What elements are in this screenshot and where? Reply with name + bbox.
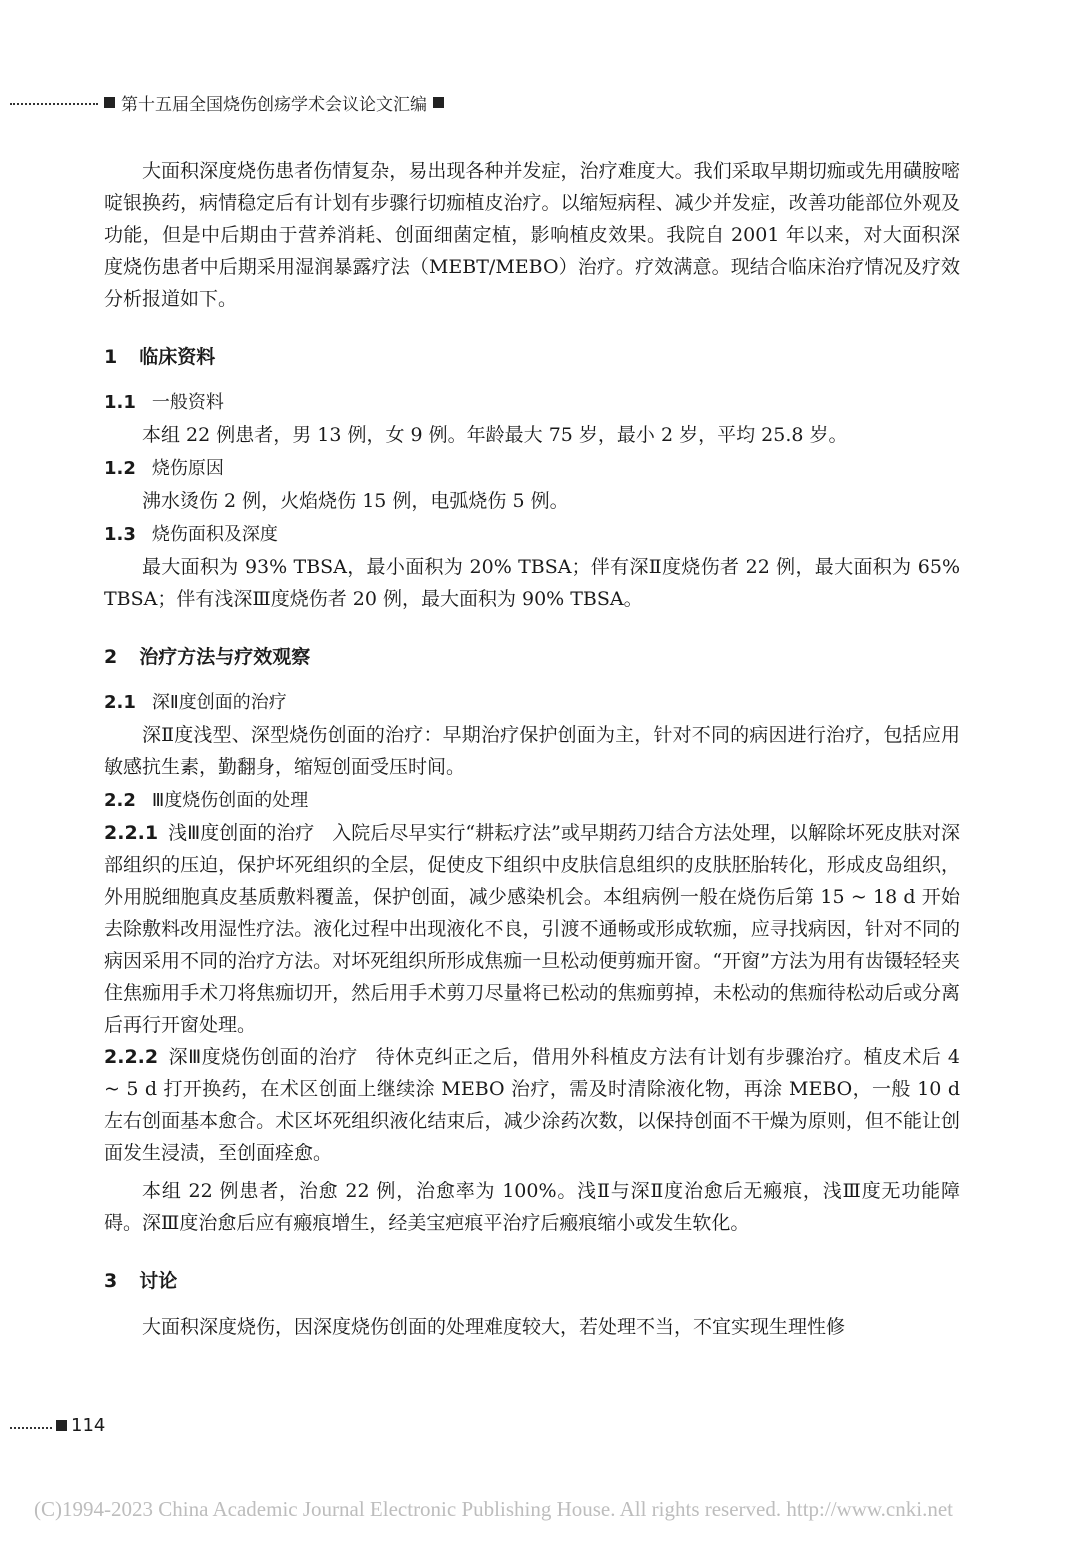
subsubsection-number: 2.2.1 <box>104 822 159 844</box>
running-header <box>10 90 444 114</box>
section-3-heading <box>104 1265 960 1297</box>
page-footer <box>10 1415 105 1436</box>
section-title: 讨论 <box>139 1270 178 1292</box>
section-2-heading <box>104 641 960 673</box>
paragraph: 沸水烫伤 2 例，火焰烧伤 15 例，电弧烧伤 5 例。 <box>142 490 569 512</box>
subsection-1-1-heading <box>104 387 960 419</box>
section-1-heading <box>104 341 960 373</box>
subsection-1-3-heading <box>104 519 960 551</box>
page-number: 114 <box>71 1415 106 1436</box>
paragraph: 入院后尽早实行“耕耘疗法”或早期药刀结合方法处理，以解除坏死皮肤对深部组织的压迫，保护坏死组织的全层，促使皮下组织中皮肤信息组织的皮肤胚胎转化，形成皮岛组织，外用脱细胞真皮基质敷料覆盖，保护创面，减少感染机会。本组病例一般在烧伤后第 15 ~ 18 d 开始去除敷料改用湿性疗法。液化过程中出现液化不良，引渡不通畅或形成软痂，应寻找病因，针对不同的病因采用不同的治疗方法。对坏死组织所形成焦痂一旦松动便剪痂开窗。“开窗”方法为用有齿镊轻轻夹住焦痂用手术刀将焦痂切开，然后用手术剪刀尽量将已松动的焦痂剪掉，未松动的焦痂待松动后或分离后再行开窗处理。 <box>104 822 960 1036</box>
subsubsection-2-2-2 <box>104 1041 960 1169</box>
header-square-icon <box>433 97 444 108</box>
article-body <box>104 155 960 1343</box>
subsection-number: 1.2 <box>104 458 136 479</box>
subsection-title: 一般资料 <box>151 392 224 413</box>
copyright-watermark: (C)1994-2023 China Academic Journal Electronic Publishing House. All rights reserved. http://www.cnki.net <box>34 1497 953 1521</box>
subsection-2-2-heading <box>104 785 960 817</box>
subsubsection-2-2-1 <box>104 817 960 1041</box>
section-title: 临床资料 <box>139 346 216 368</box>
paragraph: 最大面积为 93% TBSA，最小面积为 20% TBSA；伴有深Ⅱ度烧伤者 22 例，最大面积为 65% TBSA；伴有浅深Ⅲ度烧伤者 20 例，最大面积为 90% TBSA。 <box>104 556 960 610</box>
header-dotted-leader <box>10 103 98 105</box>
section-title: 治疗方法与疗效观察 <box>139 646 311 668</box>
subsection-title: 烧伤面积及深度 <box>151 524 278 545</box>
subsubsection-title: 浅Ⅲ度创面的治疗 <box>168 822 315 844</box>
subsection-number: 1.1 <box>104 392 136 413</box>
section-number: 1 <box>104 346 118 368</box>
subsection-title: 深Ⅱ度创面的治疗 <box>151 692 287 713</box>
section-number: 2 <box>104 646 118 668</box>
section-number: 3 <box>104 1270 118 1292</box>
paragraph: 本组 22 例患者，男 13 例，女 9 例。年龄最大 75 岁，最小 2 岁，平均 25.8 岁。 <box>142 424 848 446</box>
subsubsection-title: 深Ⅲ度烧伤创面的治疗 <box>168 1046 358 1068</box>
paragraph: 深Ⅱ度浅型、深型烧伤创面的治疗：早期治疗保护创面为主，针对不同的病因进行治疗，包括应用敏感抗生素，勤翻身，缩短创面受压时间。 <box>104 724 960 778</box>
subsubsection-number: 2.2.2 <box>104 1046 159 1068</box>
subsection-title: 烧伤原因 <box>151 458 224 479</box>
footer-square-icon <box>56 1420 67 1431</box>
footer-dotted-leader <box>10 1427 52 1429</box>
header-title: 第十五届全国烧伤创疡学术会议论文汇编 <box>121 94 427 115</box>
header-square-icon <box>104 97 115 108</box>
paragraph: 待休克纠正之后，借用外科植皮方法有计划有步骤治疗。植皮术后 4 ~ 5 d 打开换药，在术区创面上继续涂 MEBO 治疗，需及时清除液化物，再涂 MEBO，一般 10 d 左右创面基本愈合。术区坏死组织液化结束后，减少涂药次数，以保持创面不干燥为原则，但不能让创面发生浸渍，至创面痊愈。 <box>104 1046 960 1164</box>
subsection-number: 2.1 <box>104 692 136 713</box>
intro-paragraph: 大面积深度烧伤患者伤情复杂，易出现各种并发症，治疗难度大。我们采取早期切痂或先用磺胺嘧啶银换药，病情稳定后有计划有步骤行切痂植皮治疗。以缩短病程、减少并发症，改善功能部位外观及功能，但是中后期由于营养消耗、创面细菌定植，影响植皮效果。我院自 2001 年以来，对大面积深度烧伤患者中后期采用湿润暴露疗法（MEBT/MEBO）治疗。疗效满意。现结合临床治疗情况及疗效分析报道如下。 <box>104 160 960 310</box>
result-paragraph: 本组 22 例患者，治愈 22 例，治愈率为 100%。浅Ⅱ与深Ⅱ度治愈后无瘢痕，浅Ⅲ度无功能障碍。深Ⅲ度治愈后应有瘢痕增生，经美宝疤痕平治疗后瘢痕缩小或发生软化。 <box>104 1180 960 1234</box>
subsection-number: 1.3 <box>104 524 136 545</box>
subsection-number: 2.2 <box>104 790 136 811</box>
discussion-paragraph: 大面积深度烧伤，因深度烧伤创面的处理难度较大，若处理不当，不宜实现生理性修 <box>142 1316 846 1338</box>
subsection-title: Ⅲ度烧伤创面的处理 <box>151 790 309 811</box>
subsection-2-1-heading <box>104 687 960 719</box>
subsection-1-2-heading <box>104 453 960 485</box>
